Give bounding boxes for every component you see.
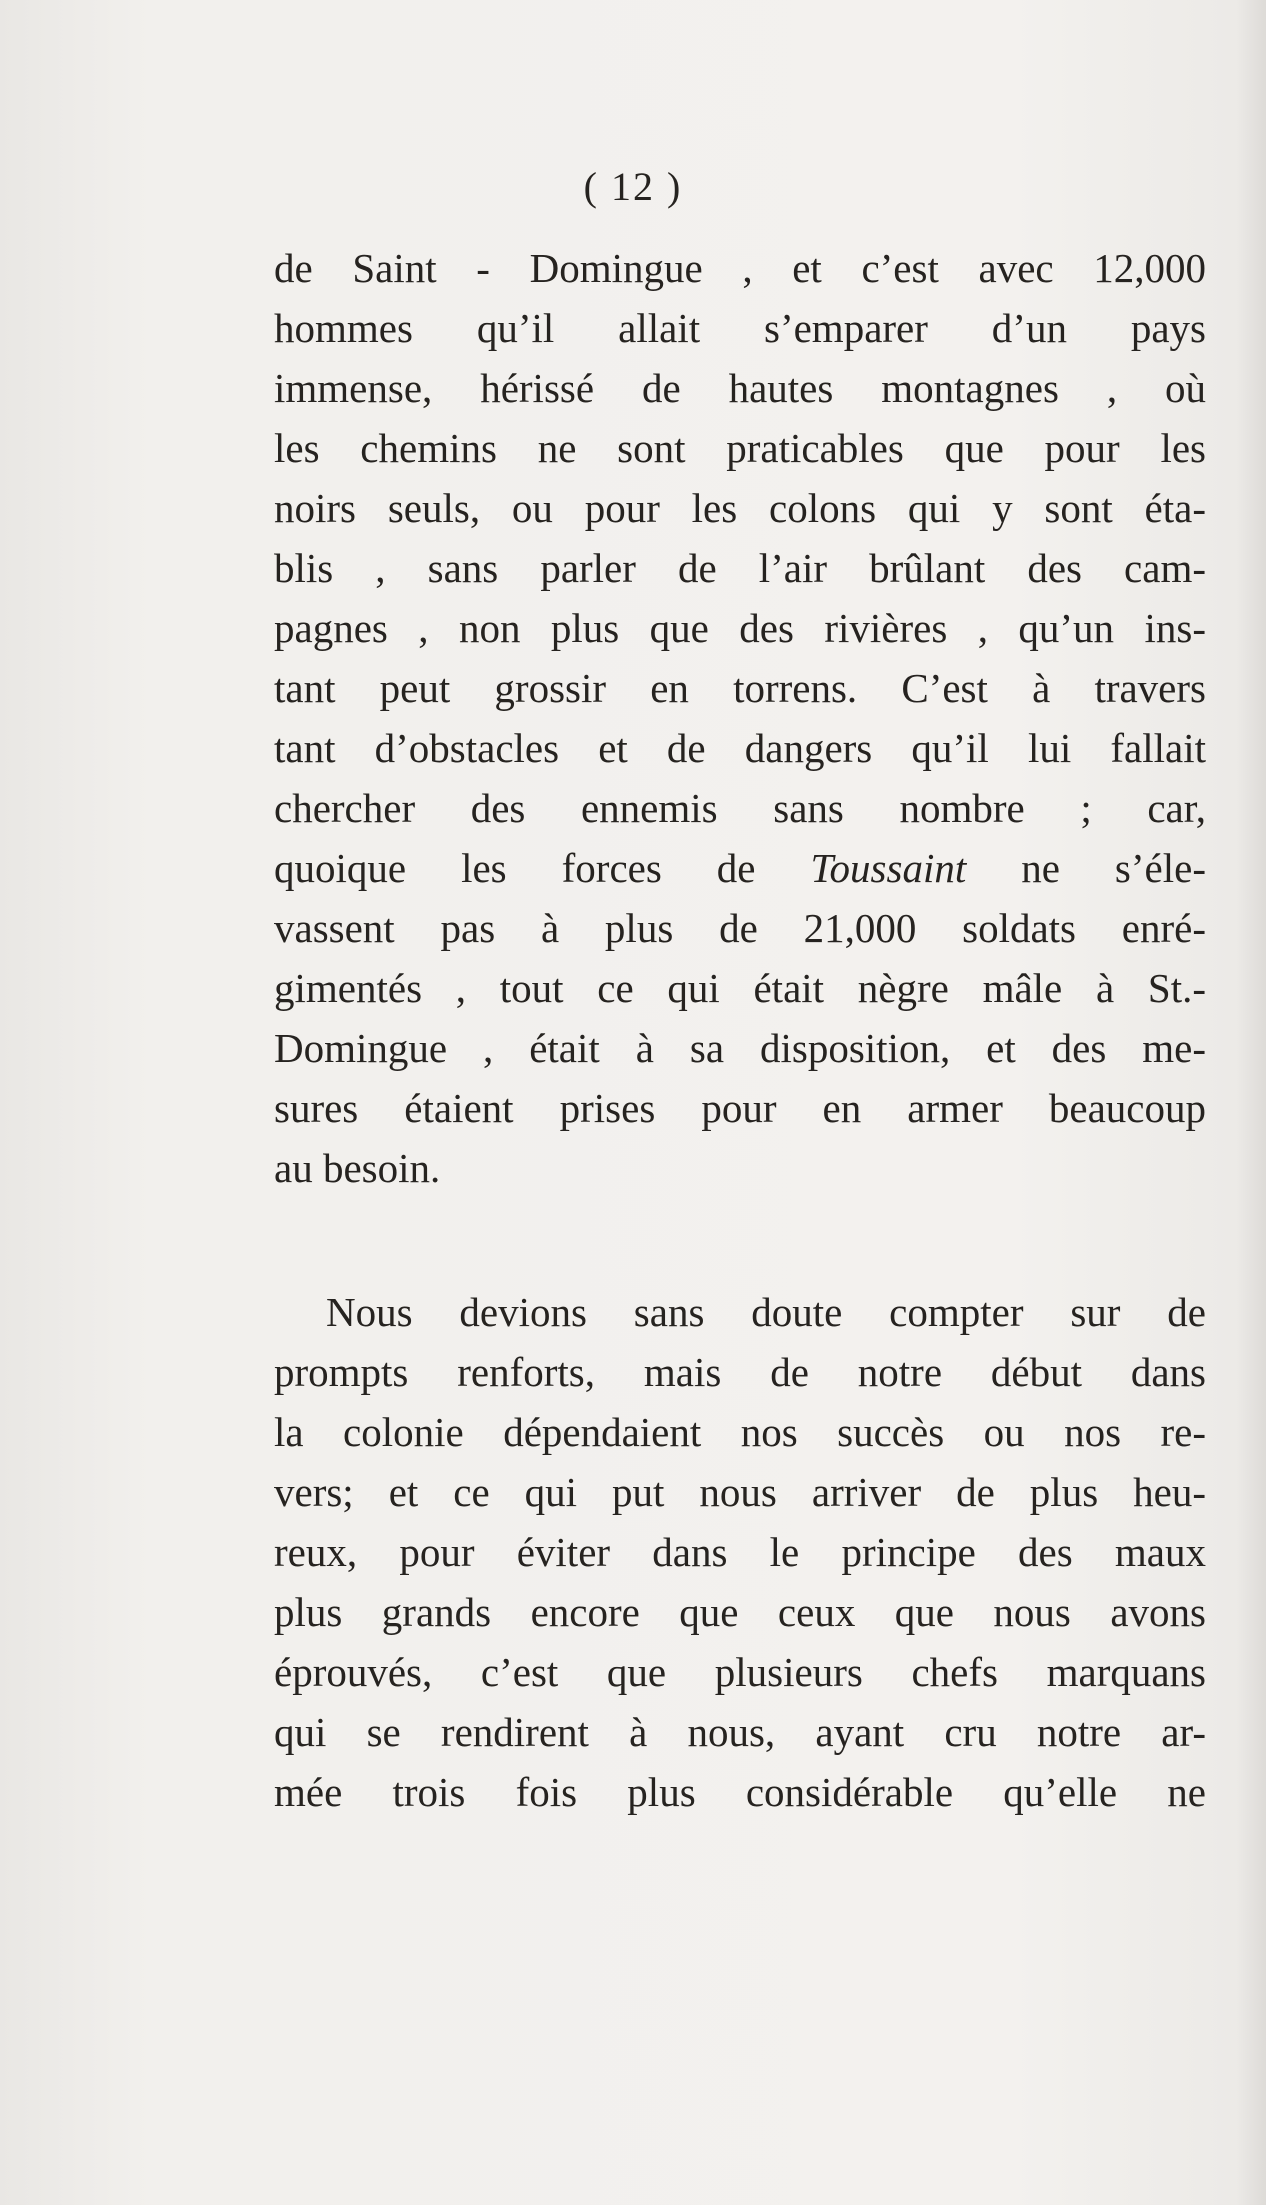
text-line: immense, hérissé de hautes montagnes , où [274, 365, 1206, 411]
text-line: qui se rendirent à nous, ayant cru notre ar- [274, 1709, 1206, 1755]
text-line: vers; et ce qui put nous arriver de plus heu- [274, 1469, 1206, 1515]
text-line: sures étaient prises pour en armer beaucoup [274, 1085, 1206, 1131]
text-line: tant peut grossir en torrens. C’est à travers [274, 665, 1206, 711]
text-line: mée trois fois plus considérable qu’elle ne [274, 1769, 1206, 1815]
text-line: prompts renforts, mais de notre début dans [274, 1349, 1206, 1395]
paragraph-gap [274, 1198, 1206, 1282]
text-line: gimentés , tout ce qui était nègre mâle à St.- [274, 965, 1206, 1011]
text-line: blis , sans parler de l’air brûlant des cam- [274, 545, 1206, 591]
text-line: les chemins ne sont praticables que pour les [274, 425, 1206, 471]
text-line: Nous devions sans doute compter sur de [326, 1289, 1206, 1335]
text-line: chercher des ennemis sans nombre ; car, [274, 785, 1206, 831]
text-line: de Saint - Domingue , et c’est avec 12,000 [274, 245, 1206, 291]
text-line: reux, pour éviter dans le principe des maux [274, 1529, 1206, 1575]
text-line: pagnes , non plus que des rivières , qu’un ins- [274, 605, 1206, 651]
text-line: noirs seuls, ou pour les colons qui y sont éta- [274, 485, 1206, 531]
text-line: au besoin. [274, 1145, 441, 1191]
text-fragment: ne s’éle- [966, 845, 1206, 891]
text-fragment: quoique les forces de [274, 845, 811, 891]
text-line: plus grands encore que ceux que nous avons [274, 1589, 1206, 1635]
name-toussaint: Toussaint [810, 845, 967, 891]
text-line: hommes qu’il allait s’emparer d’un pays [274, 305, 1206, 351]
text-line [274, 838, 1206, 898]
text-line: tant d’obstacles et de dangers qu’il lui fallait [274, 725, 1206, 771]
body-text [274, 238, 1206, 1822]
page-edge-shadow [1236, 0, 1266, 2205]
page-number: ( 12 ) [583, 164, 683, 209]
text-line: éprouvés, c’est que plusieurs chefs marquans [274, 1649, 1206, 1695]
text-line: vassent pas à plus de 21,000 soldats enré- [274, 905, 1206, 951]
text-line: Domingue , était à sa disposition, et des me- [274, 1025, 1206, 1071]
text-line: la colonie dépendaient nos succès ou nos re- [274, 1409, 1206, 1455]
